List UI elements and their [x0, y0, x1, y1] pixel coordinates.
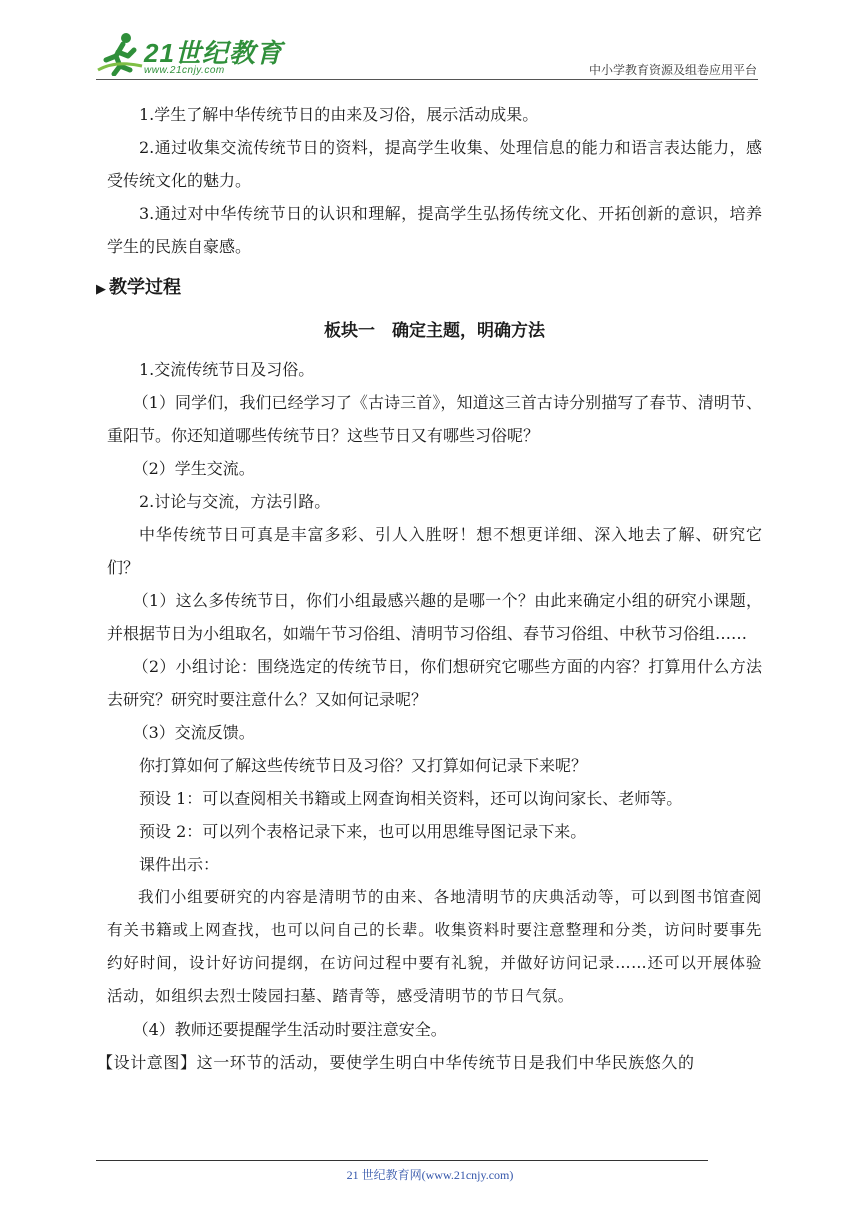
section-title: 教学过程	[109, 277, 181, 298]
logo-text: 21世纪教育	[144, 38, 283, 68]
objective-2: 2.通过收集交流传统节日的资料，提高学生收集、处理信息的能力和语言表达能力，感受传统文化的魅力。	[107, 138, 762, 190]
paragraph: （1）这么多传统节日，你们小组最感兴趣的是哪一个？由此来确定小组的研究小课题，并根据节日为小组取名，如端午节习俗组、清明节习俗组、春节习俗组、中秋节习俗组……	[107, 591, 762, 643]
section-heading	[96, 271, 762, 307]
design-intent: 【设计意图】这一环节的活动，要使学生明白中华传统节日是我们中华民族悠久的	[97, 1053, 695, 1072]
paragraph: 课件出示：	[139, 855, 220, 874]
logo-url: www.21cnjy.com	[144, 65, 225, 76]
paragraph: 预设 1：可以查阅相关书籍或上网查询相关资料，还可以询问家长、老师等。	[139, 789, 683, 808]
triangle-marker-icon: ▶	[96, 282, 106, 297]
document-body	[96, 98, 762, 1079]
paragraph: 2.讨论与交流，方法引路。	[139, 492, 331, 511]
paragraph: 1.交流传统节日及习俗。	[139, 360, 315, 379]
paragraph: 中华传统节日可真是丰富多彩、引人入胜呀！想不想更详细、深入地去了解、研究它们？	[107, 525, 762, 577]
page-footer[interactable]: 21 世纪教育网(www.21cnjy.com)	[346, 1168, 514, 1182]
header-divider	[96, 79, 758, 80]
objective-3: 3.通过对中华传统节日的认识和理解，提高学生弘扬传统文化、开拓创新的意识，培养学生的民族自豪感。	[107, 204, 762, 256]
paragraph: （3）交流反馈。	[132, 723, 255, 742]
objective-1: 1.学生了解中华传统节日的由来及习俗，展示活动成果。	[139, 105, 539, 124]
site-logo[interactable]	[96, 30, 283, 80]
page-header	[0, 0, 860, 84]
paragraph: （4）教师还要提醒学生活动时要注意安全。	[132, 1020, 447, 1039]
footer-divider	[96, 1160, 708, 1161]
paragraph: 预设 2：可以列个表格记录下来，也可以用思维导图记录下来。	[139, 822, 587, 841]
paragraph: 你打算如何了解这些传统节日及习俗？又打算如何记录下来呢？	[139, 756, 588, 775]
paragraph: （2）小组讨论：围绕选定的传统节日，你们想研究它哪些方面的内容？打算用什么方法去研究？研究时要注意什么？又如何记录呢？	[107, 657, 762, 709]
platform-label: 中小学教育资源及组卷应用平台	[588, 63, 757, 77]
block-title: 板块一 确定主题，明确方法	[324, 321, 545, 341]
paragraph: （2）学生交流。	[132, 459, 255, 478]
paragraph: （1）同学们，我们已经学习了《古诗三首》，知道这三首古诗分别描写了春节、清明节、重阳节。你还知道哪些传统节日？这些节日又有哪些习俗呢？	[107, 393, 762, 445]
runner-logo-icon	[96, 30, 144, 76]
courseware-quote: 我们小组要研究的内容是清明节的由来、各地清明节的庆典活动等，可以到图书馆查阅有关书籍或上网查找，也可以问自己的长辈。收集资料时要注意整理和分类，访问时要事先约好时间，设计好访问提纲，在访问过程中要有礼貌，并做好访问记录……还可以开展体验活动，如组织去烈士陵园扫墓、踏青等，感受清明节的节日气氛。	[107, 888, 762, 1005]
